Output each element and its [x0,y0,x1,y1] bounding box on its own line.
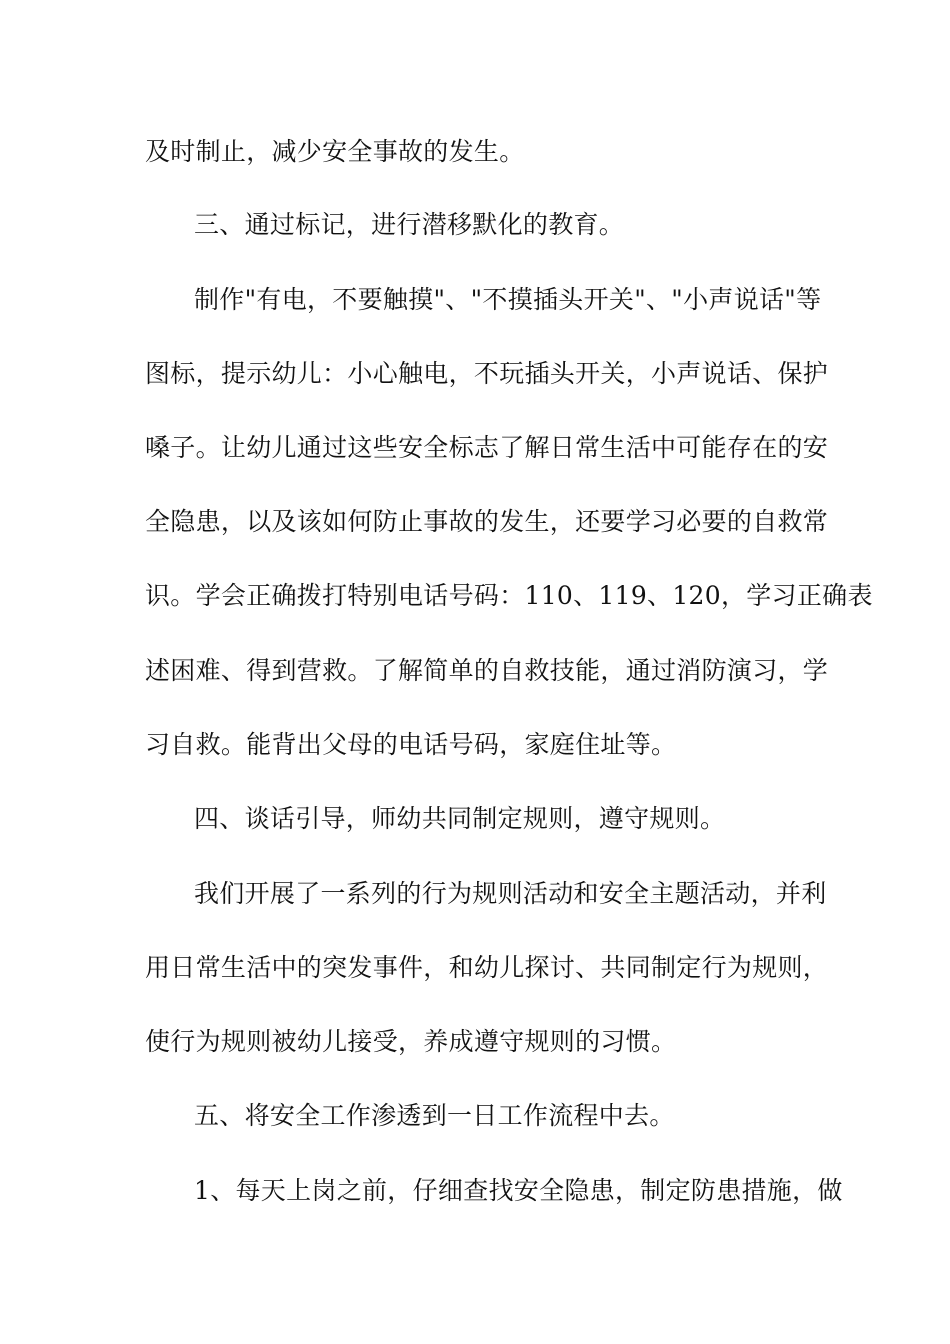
section-heading-4: 四、谈话引导，师幼共同制定规则，遵守规则。 [194,804,726,833]
paragraph-line: 使行为规则被幼儿接受，养成遵守规则的习惯。 [145,1027,677,1056]
paragraph-line: 嗓子。让幼儿通过这些安全标志了解日常生活中可能存在的安 [145,433,829,462]
paragraph-line: 我们开展了一系列的行为规则活动和安全主题活动，并利 [194,879,827,908]
section-heading-3: 三、通过标记，进行潜移默化的教育。 [194,210,625,239]
paragraph-line: 用日常生活中的突发事件，和幼儿探讨、共同制定行为规则， [145,953,829,982]
paragraph-line: 图标，提示幼儿：小心触电，不玩插头开关，小声说话、保护 [145,359,829,388]
paragraph-line: 识。学会正确拨打特别电话号码：110、119、120，学习正确表 [145,581,873,610]
paragraph-line: 全隐患，以及该如何防止事故的发生，还要学习必要的自救常 [145,507,829,536]
paragraph-line: 及时制止，减少安全事故的发生。 [145,137,525,166]
paragraph-line: 习自救。能背出父母的电话号码，家庭住址等。 [145,730,677,759]
paragraph-line: 述困难、得到营救。了解简单的自救技能，通过消防演习，学 [145,656,829,685]
section-heading-5: 五、将安全工作渗透到一日工作流程中去。 [194,1101,675,1130]
list-item-1: 1、每天上岗之前，仔细查找安全隐患，制定防患措施，做 [194,1176,843,1205]
paragraph-line: 制作"有电，不要触摸"、"不摸插头开关"、"小声说话"等 [194,285,822,314]
